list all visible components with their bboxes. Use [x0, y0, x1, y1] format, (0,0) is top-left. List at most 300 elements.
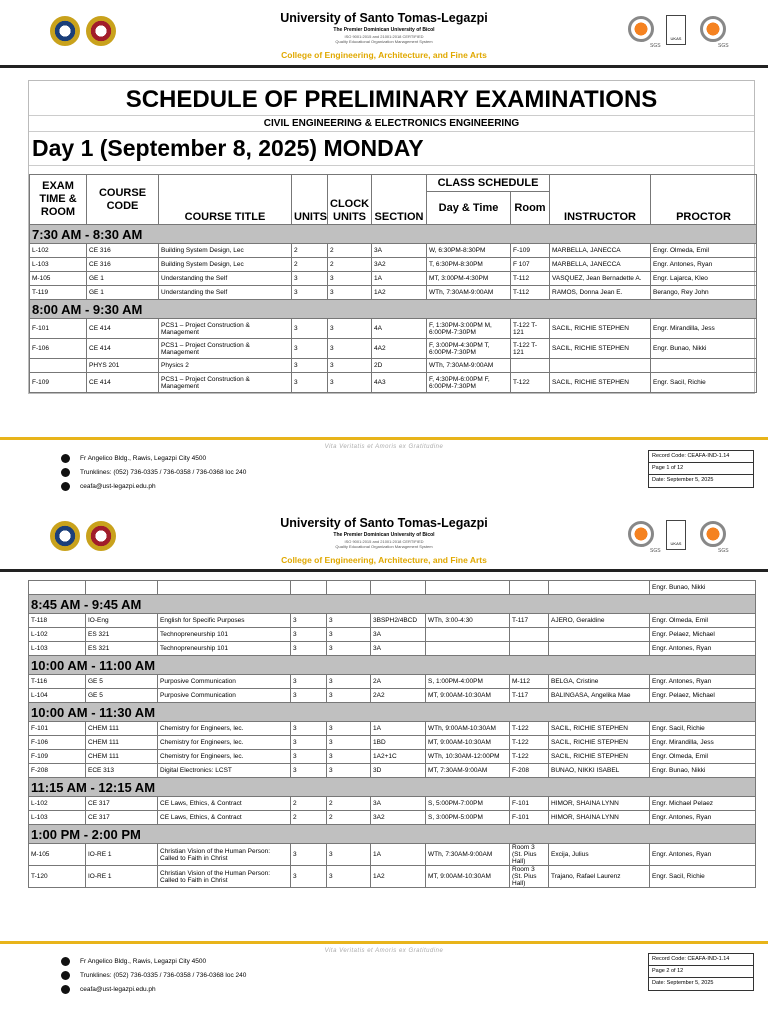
table-cell: SACIL, RICHIE STEPHEN — [550, 373, 651, 393]
col-course-title: COURSE TITLE — [159, 175, 292, 225]
table-cell: Engr. Bunao, Nikki — [650, 581, 756, 595]
table-cell: 3 — [291, 736, 327, 750]
table-cell: T-122 — [510, 750, 549, 764]
table-cell: CE 414 — [87, 319, 159, 339]
table-cell: 2 — [327, 797, 371, 811]
table-cell: 1A2 — [371, 866, 426, 888]
table-cell: 4A2 — [372, 339, 427, 359]
phone-icon — [61, 468, 70, 477]
table-row — [29, 581, 756, 595]
table-cell: Trajano, Rafael Laurenz — [549, 866, 650, 888]
table-cell: Engr. Sacil, Richie — [650, 866, 756, 888]
cert-label: SGS — [650, 43, 661, 49]
table-cell: L-102 — [29, 628, 86, 642]
table-cell: 3 — [327, 722, 371, 736]
table-cell — [426, 628, 510, 642]
page-header — [0, 0, 768, 62]
table-row — [29, 722, 756, 736]
table-cell: 3 — [291, 614, 327, 628]
table-cell: 2 — [291, 811, 327, 825]
ukas-cert-icon: UKAS — [666, 15, 686, 45]
table-cell: T-118 — [29, 614, 86, 628]
table-cell: MARBELLA, JANECCA — [550, 244, 651, 258]
schedule-sheet — [28, 580, 755, 888]
table-cell: 3 — [291, 722, 327, 736]
table-cell: Engr. Sacil, Richie — [650, 722, 756, 736]
table-cell: 3 — [291, 689, 327, 703]
table-cell: CE 316 — [87, 244, 159, 258]
table-cell: T-117 — [510, 689, 549, 703]
sgs-cert-icon — [700, 521, 726, 547]
table-cell: HIMOR, SHAINA LYNN — [549, 797, 650, 811]
table-cell: Christian Vision of the Human Person: Called to Faith in Christ — [158, 844, 291, 866]
table-cell: CE 317 — [86, 811, 158, 825]
table-cell: 4A3 — [372, 373, 427, 393]
table-cell: F, 1:30PM-3:00PM M, 6:00PM-7:30PM — [427, 319, 511, 339]
table-cell: GE 5 — [86, 675, 158, 689]
table-row — [29, 736, 756, 750]
table-cell: 3 — [292, 319, 328, 339]
table-row — [29, 675, 756, 689]
table-cell — [327, 581, 371, 595]
table-cell: 1A — [371, 722, 426, 736]
table-cell: Engr. Antones, Ryan — [651, 258, 757, 272]
table-cell: SACIL, RICHIE STEPHEN — [549, 722, 650, 736]
table-row — [29, 614, 756, 628]
table-cell: HIMOR, SHAINA LYNN — [549, 811, 650, 825]
page-number: Page 1 of 12 — [649, 463, 753, 475]
table-row — [30, 339, 757, 359]
table-cell: T-117 — [510, 614, 549, 628]
table-cell: CHEM 111 — [86, 722, 158, 736]
col-exam-time: EXAM TIME & ROOM — [30, 175, 87, 225]
table-cell: Engr. Mirandilla, Jess — [651, 319, 757, 339]
table-cell: 2 — [327, 811, 371, 825]
page-number: Page 2 of 12 — [649, 966, 753, 978]
table-cell: T-122 — [510, 722, 549, 736]
table-cell: CHEM 111 — [86, 750, 158, 764]
table-cell: CHEM 111 — [86, 736, 158, 750]
table-cell: 3A — [371, 642, 426, 656]
motto: Vita Veritatis et Amoris ex Gratitudine — [324, 948, 444, 954]
table-cell: CE 414 — [87, 373, 159, 393]
table-cell — [426, 642, 510, 656]
table-cell: 2 — [292, 244, 328, 258]
table-cell: F-109 — [30, 373, 87, 393]
table-cell: Engr. Bunao, Nikki — [651, 339, 757, 359]
table-cell: Room 3 (St. Pius Hall) — [510, 866, 549, 888]
table-cell: 2 — [328, 244, 372, 258]
table-cell: T-122 T-121 — [511, 339, 550, 359]
table-cell: T-122 T-121 — [511, 319, 550, 339]
col-units: UNITS — [292, 175, 328, 225]
table-cell: Engr. Antones, Ryan — [650, 675, 756, 689]
table-cell — [651, 359, 757, 373]
table-cell: 2 — [328, 258, 372, 272]
table-cell: IO-Eng — [86, 614, 158, 628]
table-cell: T, 6:30PM-8:30PM — [427, 258, 511, 272]
table-cell: 3 — [328, 339, 372, 359]
table-cell: F 107 — [511, 258, 550, 272]
table-cell: Engr. Mirandilla, Jess — [650, 736, 756, 750]
record-box — [648, 953, 754, 991]
table-cell: M-112 — [510, 675, 549, 689]
table-cell: 3 — [292, 339, 328, 359]
table-cell: WTh, 7:30AM-9:00AM — [427, 286, 511, 300]
table-row — [29, 642, 756, 656]
page-header — [0, 505, 768, 567]
table-cell: S, 1:00PM-4:00PM — [426, 675, 510, 689]
table-cell: BUNAO, NIKKI ISABEL — [549, 764, 650, 778]
table-cell: T-122 — [511, 373, 550, 393]
table-row — [29, 866, 756, 888]
table-cell: MT, 7:30AM-9:00AM — [426, 764, 510, 778]
table-row — [30, 286, 757, 300]
table-cell: Berango, Rey John — [651, 286, 757, 300]
col-clock-units: CLOCK UNITS — [328, 175, 372, 225]
table-cell: 4A — [372, 319, 427, 339]
email-icon — [61, 482, 70, 491]
table-cell: Engr. Bunao, Nikki — [650, 764, 756, 778]
table-cell: CE 317 — [86, 797, 158, 811]
table-cell: L-102 — [29, 797, 86, 811]
time-slot-label: 10:00 AM - 11:00 AM — [29, 656, 756, 675]
time-slot-label: 10:00 AM - 11:30 AM — [29, 703, 756, 722]
table-cell: Building System Design, Lec — [159, 258, 292, 272]
table-row — [30, 272, 757, 286]
table-cell: W, 6:30PM-8:30PM — [427, 244, 511, 258]
table-row — [29, 811, 756, 825]
table-cell: Physics 2 — [159, 359, 292, 373]
table-cell: F, 4:30PM-6:00PM F, 6:00PM-7:30PM — [427, 373, 511, 393]
time-slot-row — [29, 595, 756, 614]
table-cell: Engr. Olmeda, Emil — [651, 244, 757, 258]
table-cell: ES 321 — [86, 642, 158, 656]
table-cell: Understanding the Self — [159, 272, 292, 286]
table-row — [29, 844, 756, 866]
col-day-time: Day & Time — [427, 192, 511, 225]
table-cell: 3 — [292, 373, 328, 393]
table-cell: 3 — [291, 750, 327, 764]
table-cell: Engr. Olmeda, Emil — [650, 750, 756, 764]
table-cell — [549, 581, 650, 595]
table-cell: SACIL, RICHIE STEPHEN — [550, 319, 651, 339]
university-name: University of Santo Tomas-Legazpi — [280, 516, 488, 530]
table-cell: Technopreneurship 101 — [158, 628, 291, 642]
university-name: University of Santo Tomas-Legazpi — [280, 11, 488, 25]
table-cell: CE Laws, Ethics, & Contract — [158, 797, 291, 811]
table-cell: Chemistry for Engineers, lec. — [158, 722, 291, 736]
table-cell: M-105 — [29, 844, 86, 866]
col-room: Room — [511, 192, 550, 225]
table-cell: M-105 — [30, 272, 87, 286]
location-pin-icon — [61, 454, 70, 463]
table-cell: 3 — [291, 764, 327, 778]
cert-label: SGS — [718, 43, 729, 49]
table-cell: 3 — [291, 628, 327, 642]
table-cell: CE Laws, Ethics, & Contract — [158, 811, 291, 825]
time-slot-row — [30, 300, 757, 319]
table-cell: 3 — [327, 866, 371, 888]
table-cell: 3A — [371, 797, 426, 811]
table-cell: 1BD — [371, 736, 426, 750]
table-cell: PHYS 201 — [87, 359, 159, 373]
table-cell: 2A2 — [371, 689, 426, 703]
table-cell: AJERO, Geraldine — [549, 614, 650, 628]
table-cell: MT, 3:00PM-4:30PM — [427, 272, 511, 286]
table-cell: 3 — [291, 844, 327, 866]
table-cell — [549, 628, 650, 642]
footer-line — [0, 437, 768, 440]
table-row — [30, 258, 757, 272]
time-slot-label: 8:00 AM - 9:30 AM — [30, 300, 757, 319]
phone-icon — [61, 971, 70, 980]
table-cell: T-116 — [29, 675, 86, 689]
table-cell: Digital Electronics: LCST — [158, 764, 291, 778]
table-cell: GE 1 — [87, 286, 159, 300]
table-cell: 3 — [327, 736, 371, 750]
header-divider — [0, 65, 768, 68]
table-cell: 3A2 — [371, 811, 426, 825]
table-cell: WTh, 10:30AM-12:00PM — [426, 750, 510, 764]
table-cell: Engr. Antones, Ryan — [650, 811, 756, 825]
table-cell: F-208 — [29, 764, 86, 778]
time-slot-label: 8:45 AM - 9:45 AM — [29, 595, 756, 614]
table-cell: MT, 9:00AM-10:30AM — [426, 866, 510, 888]
record-date: Date: September 5, 2025 — [652, 980, 714, 986]
table-cell: 1A — [371, 844, 426, 866]
table-cell: 3 — [292, 272, 328, 286]
table-cell: F-101 — [29, 722, 86, 736]
table-cell: 3BSPH2/4BCD — [371, 614, 426, 628]
table-cell: F-208 — [510, 764, 549, 778]
table-cell: 3 — [327, 764, 371, 778]
table-cell: MT, 9:00AM-10:30AM — [426, 689, 510, 703]
time-slot-row — [30, 225, 757, 244]
table-cell: F-106 — [30, 339, 87, 359]
table-cell: 1A — [372, 272, 427, 286]
table-cell: CE 414 — [87, 339, 159, 359]
table-cell: VASQUEZ, Jean Bernadette A. — [550, 272, 651, 286]
col-course-code: COURSE CODE — [87, 175, 159, 225]
table-row — [29, 797, 756, 811]
table-cell — [549, 642, 650, 656]
table-cell: ECE 313 — [86, 764, 158, 778]
table-row — [29, 628, 756, 642]
table-cell: 3 — [327, 750, 371, 764]
table-row — [29, 750, 756, 764]
table-cell: 1A2 — [372, 286, 427, 300]
table-cell: F, 3:00PM-4:30PM T, 6:00PM-7:30PM — [427, 339, 511, 359]
table-cell: 3 — [291, 675, 327, 689]
table-cell: Technopreneurship 101 — [158, 642, 291, 656]
college-name: College of Engineering, Architecture, and Fine Arts — [281, 50, 487, 60]
table-cell: 3 — [328, 319, 372, 339]
col-instructor: INSTRUCTOR — [550, 175, 651, 225]
time-slot-label: 11:15 AM - 12:15 AM — [29, 778, 756, 797]
college-name: College of Engineering, Architecture, and Fine Arts — [281, 555, 487, 565]
table-row — [29, 689, 756, 703]
location-pin-icon — [61, 957, 70, 966]
table-cell: F-109 — [511, 244, 550, 258]
table-cell: 3 — [327, 844, 371, 866]
table-cell: 3A — [372, 244, 427, 258]
table-cell: Purposive Communication — [158, 675, 291, 689]
table-cell: Engr. Sacil, Richie — [651, 373, 757, 393]
university-subtitle: The Premier Dominican University of Bicol — [333, 27, 435, 33]
header-divider — [0, 569, 768, 572]
table-cell: Purposive Communication — [158, 689, 291, 703]
table-cell: 3 — [327, 689, 371, 703]
table-cell: 3 — [291, 642, 327, 656]
time-slot-label: 1:00 PM - 2:00 PM — [29, 825, 756, 844]
table-row — [30, 244, 757, 258]
table-row — [30, 319, 757, 339]
table-cell: Engr. Antones, Ryan — [650, 642, 756, 656]
table-cell: F-101 — [30, 319, 87, 339]
table-cell: S, 5:00PM-7:00PM — [426, 797, 510, 811]
exam-table — [29, 174, 757, 393]
table-cell: 3 — [328, 272, 372, 286]
table-cell — [510, 581, 549, 595]
day-title: Day 1 (September 8, 2025) MONDAY — [29, 131, 754, 166]
table-cell: PCS1 – Project Construction & Management — [159, 339, 292, 359]
table-cell: Understanding the Self — [159, 286, 292, 300]
schedule-sheet — [28, 80, 755, 394]
email-icon — [61, 985, 70, 994]
sgs-cert-icon — [628, 16, 654, 42]
table-cell: Christian Vision of the Human Person: Called to Faith in Christ — [158, 866, 291, 888]
table-cell: SACIL, RICHIE STEPHEN — [549, 750, 650, 764]
table-cell: 3 — [327, 642, 371, 656]
table-cell: SACIL, RICHIE STEPHEN — [550, 339, 651, 359]
table-cell: 2A — [371, 675, 426, 689]
table-cell: 2 — [292, 258, 328, 272]
sgs-cert-icon — [700, 16, 726, 42]
table-cell: T-122 — [510, 736, 549, 750]
table-cell: IO-RE 1 — [86, 844, 158, 866]
table-cell: ES 321 — [86, 628, 158, 642]
table-cell: T-112 — [511, 272, 550, 286]
ukas-cert-icon: UKAS — [666, 520, 686, 550]
table-cell: BELGA, Cristine — [549, 675, 650, 689]
table-cell: 3 — [328, 373, 372, 393]
table-cell — [86, 581, 158, 595]
table-cell: Excija, Julius — [549, 844, 650, 866]
table-cell: L-103 — [29, 642, 86, 656]
table-cell: Engr. Pelaez, Michael — [650, 689, 756, 703]
table-cell: 3 — [327, 675, 371, 689]
time-slot-row — [29, 703, 756, 722]
table-cell: L-103 — [30, 258, 87, 272]
table-cell — [291, 581, 327, 595]
table-cell: Engr. Antones, Ryan — [650, 844, 756, 866]
table-cell: Chemistry for Engineers, lec. — [158, 736, 291, 750]
time-slot-row — [29, 825, 756, 844]
table-cell: L-102 — [30, 244, 87, 258]
iso-note: ISO 9001:2015 and 21001:2018 CERTIFIED Quality Educational Organization Management System — [335, 34, 433, 44]
iso-note: ISO 9001:2015 and 21001:2018 CERTIFIED Quality Educational Organization Management System — [335, 539, 433, 549]
record-date: Date: September 5, 2025 — [652, 477, 714, 483]
table-cell: 1A2+1C — [371, 750, 426, 764]
sgs-cert-icon — [628, 521, 654, 547]
table-cell: 3A — [371, 628, 426, 642]
table-cell: 3D — [371, 764, 426, 778]
table-cell: WTh, 7:30AM-9:00AM — [427, 359, 511, 373]
table-cell — [426, 581, 510, 595]
table-cell: GE 1 — [87, 272, 159, 286]
table-cell: SACIL, RICHIE STEPHEN — [549, 736, 650, 750]
table-cell: RAMOS, Donna Jean E. — [550, 286, 651, 300]
record-code: Record Code: CEAFA-IND-1.14 — [649, 954, 753, 966]
table-cell: PCS1 – Project Construction & Management — [159, 373, 292, 393]
table-cell: Engr. Pelaez, Michael — [650, 628, 756, 642]
table-cell: 3 — [328, 286, 372, 300]
table-cell: Room 3 (St. Pius Hall) — [510, 844, 549, 866]
table-cell: 3A2 — [372, 258, 427, 272]
table-cell: WTh, 3:00-4:30 — [426, 614, 510, 628]
table-cell: L-103 — [29, 811, 86, 825]
page-1: University of Santo Tomas-Legazpi The Premier Dominican University of Bicol ISO 9001:2015 and 21001:2018 CERTIFIED Quality Educational Organization Management System College of Engineering, Architecture, and Fine Arts SGS UKAS SGS SCHEDULE OF PRELIMINARY EXAMINATIONS CIVIL ENGINEERING & ELECTRONICS ENGINEERING Day 1 (September 8, 2025) MONDAY EXAM TIME & ROOM COURSE CODE COURSE TITLE UNITS CLOCK UNITS SECTION CLASS SCHEDULE INSTRUCTOR PROCTOR Day & Time Room 7:30 AM - 8:30 AM L-102 CE 316 Building System Design, Lec 2 2 3A W, 6:30PM-8:30PM F-109 MARBELLA, JANECCA Engr. Olmeda, Emil L-103 CE 316 Building System Design, Lec 2 2 3A2 T, 6:30PM-8:30PM F 107 MARBELLA, JANECCA Engr. Antones, Ryan M-105 GE 1 Understanding the Self 3 3 1A MT, 3:00PM-4:30PM T-112 VASQUEZ, Jean Bernadette A. Engr. Lajarca, Kleo T-119 GE 1 Understanding the Self 3 3 1A2 WTh, 7:30AM-9:00AM T-112 RAMOS, Donna Jean E. Berango, Rey John 8:00 AM - 9:30 AM F-101 CE 414 PCS1 – Project Construction & Management 3 3 4A F, 1:30PM-3:00PM M, 6:00PM-7:30PM T-122 T-121 SACIL, RICHIE STEPHEN Engr. Mirandilla, Jess F-106 CE 414 PCS1 – Project Construction & Management 3 3 4A2 F, 3:00PM-4:30PM T, 6:00PM-7:30PM T-122 T-121 SACIL, RICHIE STEPHEN Engr. Bunao, Nikki PHYS 201 Physics 2 3 3 2D WTh, 7:30AM-9:00AM F-109 CE 414 PCS1 – Project Construction & Management 3 3 4A3 F, 4:30PM-6:00PM F, 6:00PM-7:30PM T-122 SACIL, RICHIE STEPHEN Engr. Sacil, Richie Vita Veritatis et Amoris ex Gratitudine Fr Angelico Bldg., Rawis, Legazpi City 4500 Trunklines: (052) 736-0335 / 736-0358 / 736-0368 loc 240 ceafa@ust-legazpi.edu.ph Record Code: CEAFA-IND-1.14 Page 1 of 12 Date: September 5, 2025 — [0, 0, 768, 500]
table-cell: MARBELLA, JANECCA — [550, 258, 651, 272]
table-cell: GE 5 — [86, 689, 158, 703]
table-row — [29, 764, 756, 778]
table-cell: F-101 — [510, 797, 549, 811]
table-cell: T-112 — [511, 286, 550, 300]
table-cell: 2D — [372, 359, 427, 373]
table-cell: WTh, 7:30AM-9:00AM — [426, 844, 510, 866]
table-row — [30, 373, 757, 393]
table-cell — [158, 581, 291, 595]
col-class-schedule: CLASS SCHEDULE — [427, 175, 550, 192]
table-cell: 3 — [292, 286, 328, 300]
table-cell: English for Specific Purposes — [158, 614, 291, 628]
table-cell: F-106 — [29, 736, 86, 750]
document-title: SCHEDULE OF PRELIMINARY EXAMINATIONS — [125, 86, 658, 113]
footer-line — [0, 941, 768, 944]
exam-table-continued — [28, 580, 756, 888]
page-2: University of Santo Tomas-Legazpi The Premier Dominican University of Bicol ISO 9001:2015 and 21001:2018 CERTIFIED Quality Educational Organization Management System College of Engineering, Architecture, and Fine Arts SGS UKAS SGS Engr. Bunao, Nikki 8:45 AM - 9:45 AM T-118 IO-Eng English for Specific Purposes 3 3 3BSPH2/4BCD WTh, 3:00-4:30 T-117 AJERO, Geraldine Engr. Olmeda, Emil L-102 ES 321 Technopreneurship 101 3 3 3A Engr. Pelaez, Michael L-103 ES 321 Technopreneurship 101 3 3 3A Engr. Antones, Ryan 10:00 AM - 11:00 AM T-116 GE 5 Purposive Communication 3 3 2A S, 1:00PM-4:00PM M-112 BELGA, Cristine Engr. Antones, Ryan L-104 GE 5 Purposive Communication 3 3 2A2 MT, 9:00AM-10:30AM T-117 BALINGASA, Angelika Mae Engr. Pelaez, Michael 10:00 AM - 11:30 AM F-101 CHEM 111 Chemistry for Engineers, lec. 3 3 1A WTh, 9:00AM-10:30AM T-122 SACIL, RICHIE STEPHEN Engr. Sacil, Richie F-106 CHEM 111 Chemistry for Engineers, lec. 3 3 1BD MT, 9:00AM-10:30AM T-122 SACIL, RICHIE STEPHEN Engr. Mirandilla, Jess F-109 CHEM 111 Chemistry for Engineers, lec. 3 3 1A2+1C WTh, 10:30AM-12:00PM T-122 SACIL, RICHIE STEPHEN Engr. Olmeda, Emil F-208 ECE 313 Digital Electronics: LCST 3 3 3D MT, 7:30AM-9:00AM F-208 BUNAO, NIKKI ISABEL Engr. Bunao, Nikki 11:15 AM - 12:15 AM L-102 CE 317 CE Laws, Ethics, & Contract 2 2 3A S, 5:00PM-7:00PM F-101 HIMOR, SHAINA LYNN Engr. Michael Pelaez L-103 CE 317 CE Laws, Ethics, & Contract 2 2 3A2 S, 3:00PM-5:00PM F-101 HIMOR, SHAINA LYNN Engr. Antones, Ryan 1:00 PM - 2:00 PM M-105 IO-RE 1 Christian Vision of the Human Person: Called to Faith in Christ 3 3 1A WTh, 7:30AM-9:00AM Room 3 (St. Pius Hall) Excija, Julius Engr. Antones, Ryan T-120 IO-RE 1 Christian Vision of the Human Person: Called to Faith in Christ 3 3 1A2 MT, 9:00AM-10:30AM Room 3 (St. Pius Hall) Trajano, Rafael Laurenz Engr. Sacil, Richie Vita Veritatis et Amoris ex Gratitudine Fr Angelico Bldg., Rawis, Legazpi City 4500 Trunklines: (052) 736-0335 / 736-0358 / 736-0368 loc 240 ceafa@ust-legazpi.edu.ph Record Code: CEAFA-IND-1.14 Page 2 of 12 Date: September 5, 2025 — [0, 505, 768, 1024]
table-cell — [30, 359, 87, 373]
table-cell: Engr. Michael Pelaez — [650, 797, 756, 811]
table-cell: 3 — [327, 628, 371, 642]
table-cell: Building System Design, Lec — [159, 244, 292, 258]
table-cell: T-120 — [29, 866, 86, 888]
table-cell — [550, 359, 651, 373]
col-proctor: PROCTOR — [651, 175, 757, 225]
table-cell: IO-RE 1 — [86, 866, 158, 888]
table-cell: 3 — [291, 866, 327, 888]
table-cell: 3 — [292, 359, 328, 373]
table-cell: Engr. Lajarca, Kleo — [651, 272, 757, 286]
table-cell: F-109 — [29, 750, 86, 764]
time-slot-row — [29, 778, 756, 797]
time-slot-label: 7:30 AM - 8:30 AM — [30, 225, 757, 244]
table-cell: PCS1 – Project Construction & Management — [159, 319, 292, 339]
table-cell: WTh, 9:00AM-10:30AM — [426, 722, 510, 736]
record-code: Record Code: CEAFA-IND-1.14 — [649, 451, 753, 463]
col-section: SECTION — [372, 175, 427, 225]
table-cell: Engr. Olmeda, Emil — [650, 614, 756, 628]
table-cell: Chemistry for Engineers, lec. — [158, 750, 291, 764]
table-cell: MT, 9:00AM-10:30AM — [426, 736, 510, 750]
time-slot-row — [29, 656, 756, 675]
table-cell: F-101 — [510, 811, 549, 825]
cert-label: SGS — [650, 548, 661, 554]
table-cell: L-104 — [29, 689, 86, 703]
table-cell: 3 — [327, 614, 371, 628]
table-cell: CE 316 — [87, 258, 159, 272]
